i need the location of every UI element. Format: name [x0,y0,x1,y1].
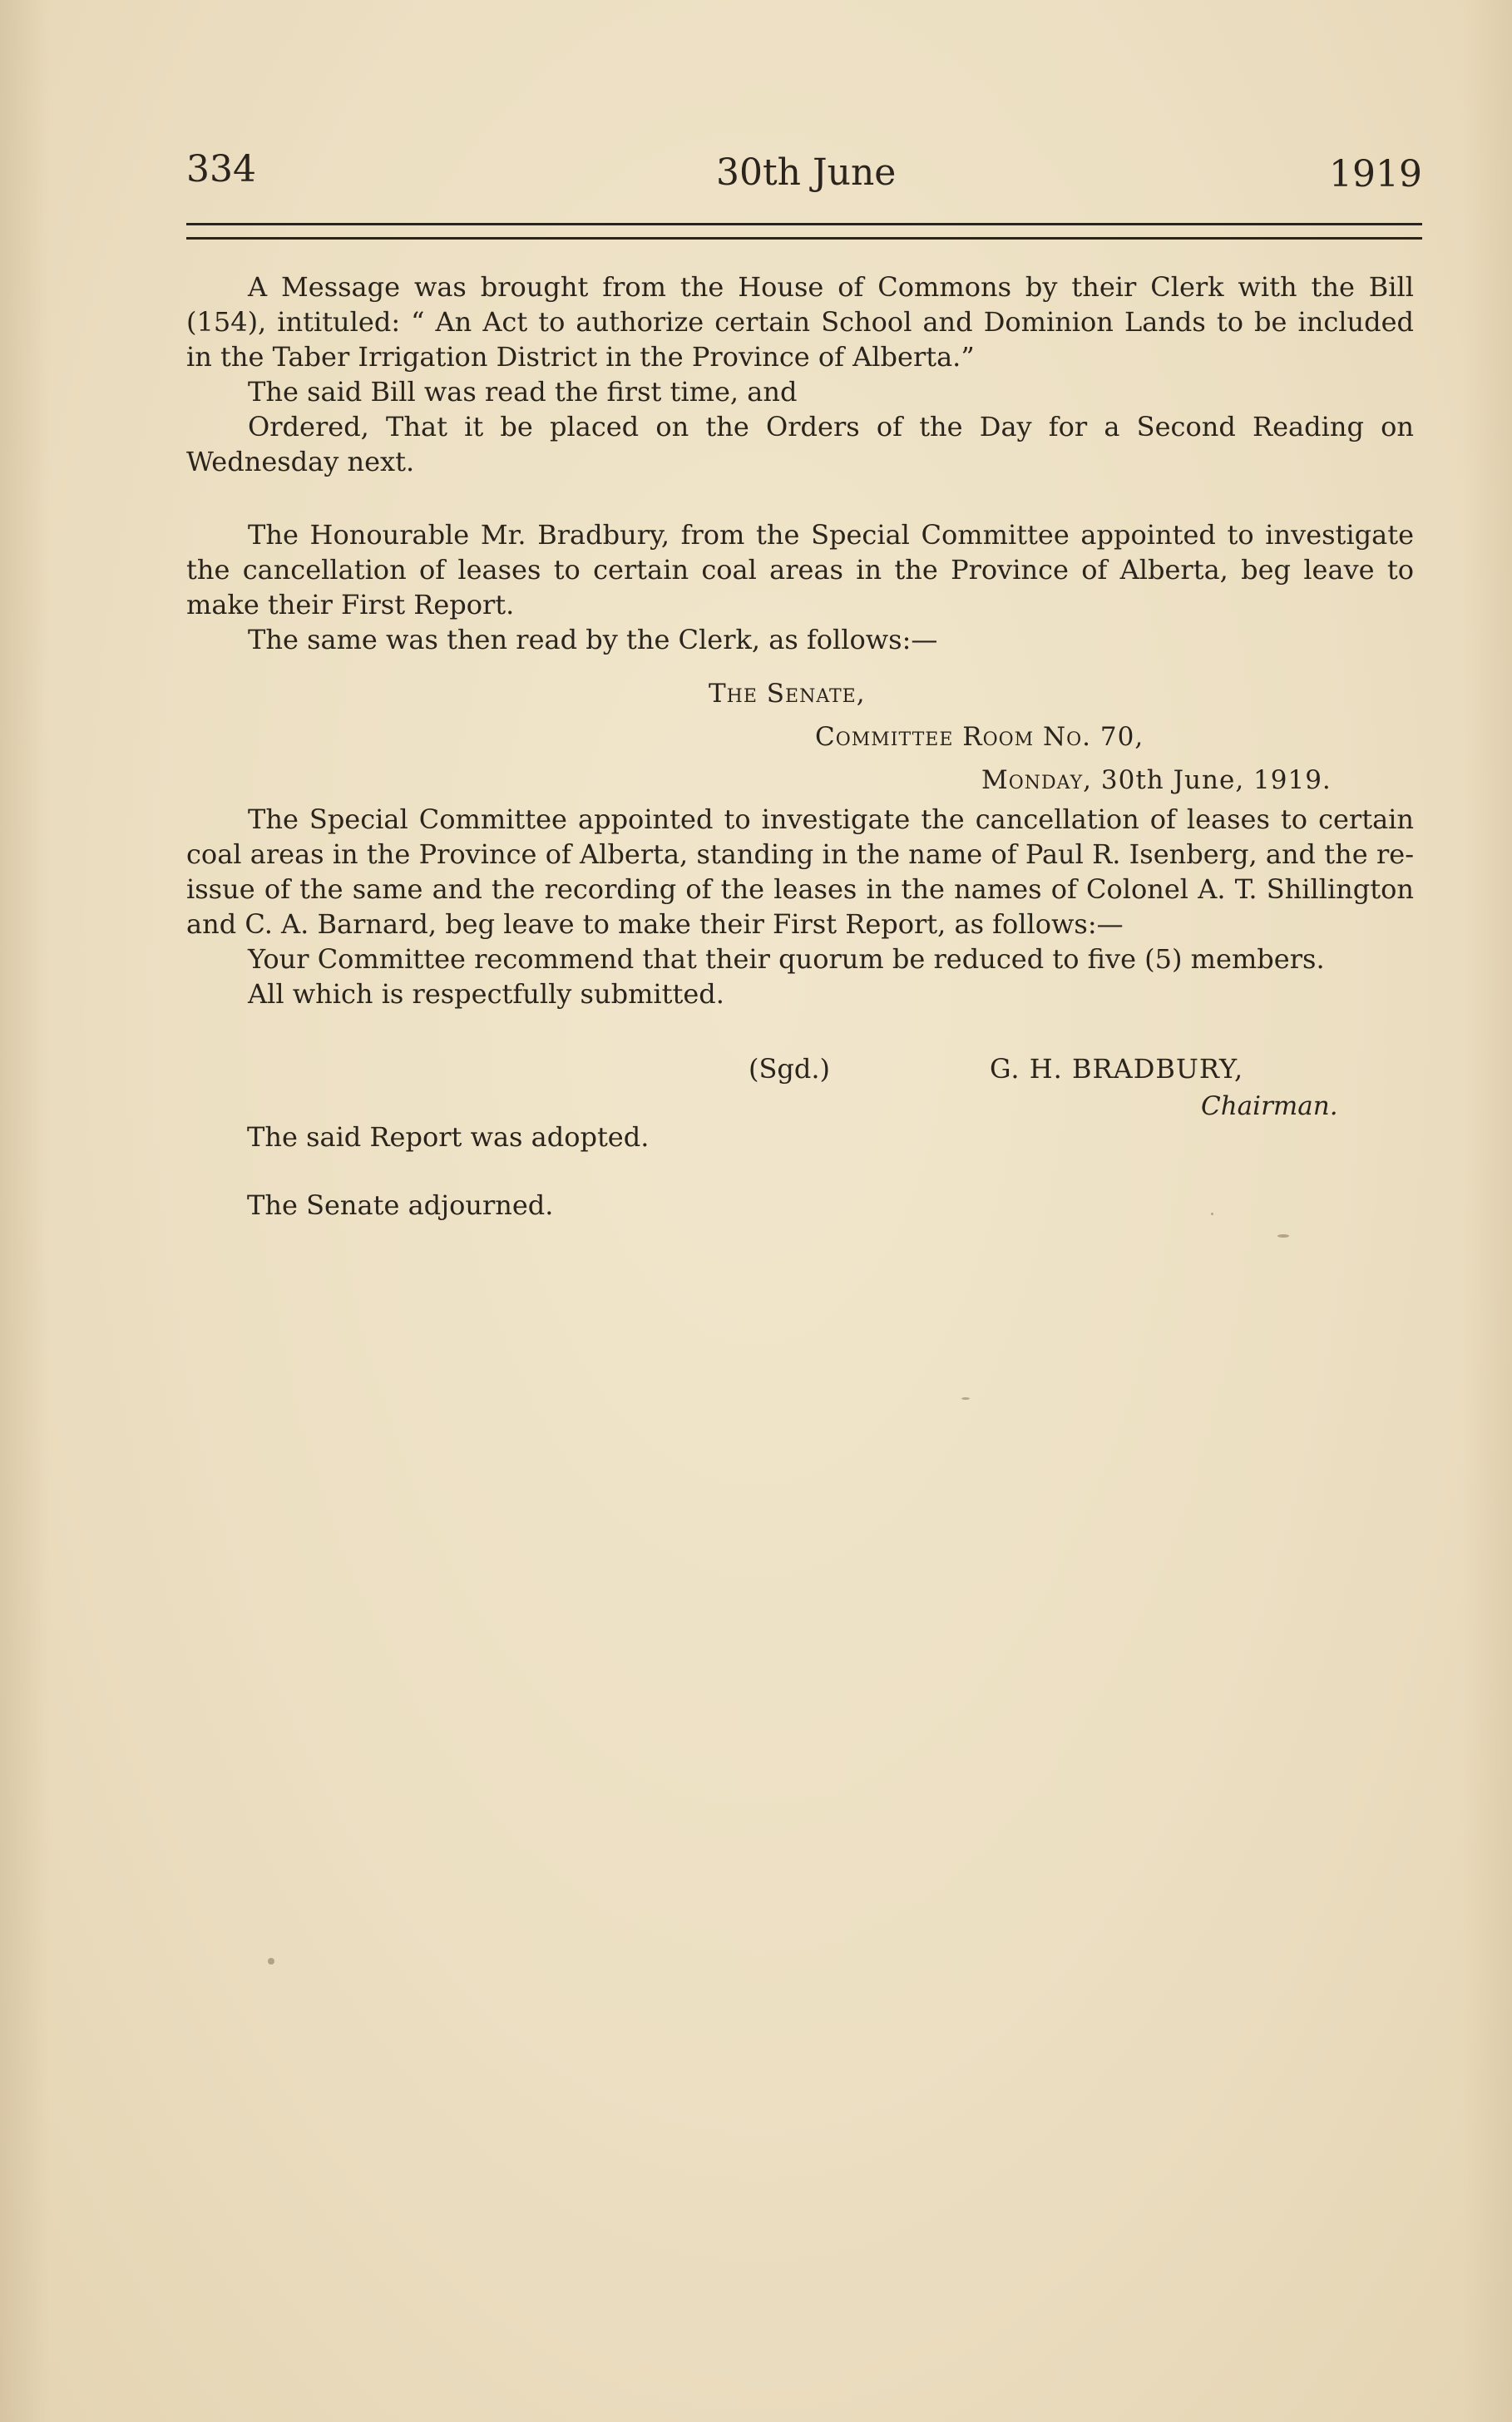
paper-speck [961,1397,970,1400]
address-date-day: Monday, [981,765,1093,795]
signatory-title: Chairman. [1201,1091,1338,1121]
address-date-rest: 30th June, 1919. [1100,765,1332,795]
page-number: 334 [186,148,256,190]
signed-marker: (Sgd.) [749,1053,831,1085]
ordered-paragraph: Ordered, That it be placed on the Orders of the Day for a Second Reading on Wednesday next. [186,411,1414,477]
header-rule-top [186,223,1422,225]
address-committee-room: Committee Room No. 70, [815,722,1144,752]
report-paragraph: The Special Committee appointed to investigate the cancellation of leases to certain coal areas in the Province of Alberta, standing in the name of Paul R. Isenberg, and the re-issue of the same and the recording of the leases in the names of Colonel A. T. Shillington and C. A. Barnard, beg leave to make their First Report, as follows:— [186,803,1414,940]
bradbury-paragraph: The Honourable Mr. Bradbury, from the Special Committee appointed to investigate the cancellation of leases to certain coal areas in the Province of Alberta, beg leave to make their First Report. [186,519,1414,620]
signature-row [186,1053,1414,1095]
committee-report-intro [186,517,1414,657]
page-edge-shadow-left [0,0,50,2422]
report-adopted-line: The said Report was adopted. [247,1121,650,1153]
address-date [981,765,1332,795]
message-section [186,269,1414,479]
running-head-year: 1919 [1329,153,1422,195]
paper-speck [268,1958,274,1965]
running-head [186,148,1422,198]
senate-adjourned-line: The Senate adjourned. [247,1189,554,1221]
submitted-paragraph: All which is respectfully submitted. [248,978,724,1010]
paper-speck [1211,1213,1213,1215]
page-edge-shadow-right [1462,0,1512,2422]
read-by-clerk-paragraph: The same was then read by the Clerk, as follows:— [248,624,938,655]
quorum-paragraph: Your Committee recommend that their quorum be reduced to five (5) members. [248,943,1325,975]
paper-speck [1277,1234,1289,1238]
report-body [186,802,1414,1011]
signatory-name: G. H. BRADBURY, [990,1053,1244,1085]
first-reading-paragraph: The said Bill was read the first time, and [248,376,798,408]
address-senate: The Senate, [709,679,866,709]
message-paragraph: A Message was brought from the House of Commons by their Clerk with the Bill (154), intituled: “ An Act to authorize certain School and Dominion Lands to be included in the Taber Irrigation District in the Province of Alberta.” [186,271,1414,373]
running-head-date: 30th June [716,151,897,194]
header-rule-bottom [186,237,1422,240]
